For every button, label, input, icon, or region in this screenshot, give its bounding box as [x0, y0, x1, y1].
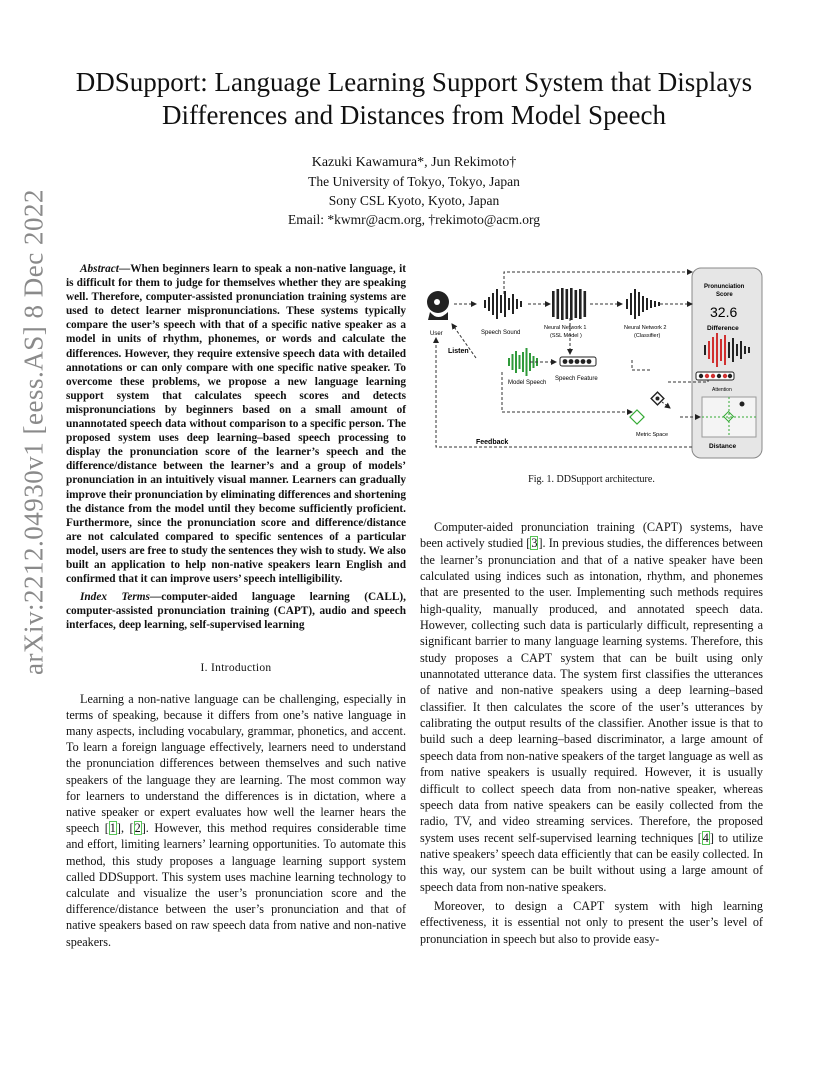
right-text-a: Computer-aided pronunciation training (CAPT) systems, have been actively studied [420, 520, 763, 551]
label-pronunciation: Pronunciation [704, 284, 745, 290]
wave5-bar [708, 341, 710, 359]
wave3-bar [630, 293, 632, 315]
arxiv-id-text: arXiv:2212.04930v1 [eess.AS] 8 Dec 2022 [18, 189, 49, 675]
wave2-bar [584, 291, 587, 317]
label-speech-sound: Speech Sound [481, 330, 521, 336]
wave4-bar [512, 354, 514, 370]
wave3-bar [642, 296, 644, 312]
wave1-bar [504, 291, 506, 317]
intro-text-b: . However, this method requires considerable time and effort, limiting learners’ learning opportunities. To automate this method, this study proposes a language learning support system called DDSupport. This system uses machine learning technology to calculate and visualize the user’s pronunciation score and the difference/distance between the user’s pronunciation and that of native speakers based on raw speech data from native and non-native speakers. [66, 821, 406, 949]
index-terms-label: Index Terms [80, 591, 150, 604]
abstract-label: Abstract [80, 263, 119, 275]
author-block [100, 153, 728, 229]
arxiv-identifier [0, 0, 60, 1072]
metric-space-icon [630, 392, 664, 424]
label-listen: Listen [448, 348, 469, 355]
citation-2-number[interactable]: 2 [134, 821, 141, 836]
pronunciation-score-value: 32.6 [710, 304, 738, 320]
citation-1[interactable]: [1] [104, 821, 121, 836]
intro-paragraph: Learning a non-native language can be challenging, especially in terms of speaking, because it differs from one’s native language in many aspects, including vocabulary, grammar, phonetics, and accent. To learn a foreign language effectively, learners need to understand the pronunciation differences between themselves and such native speakers of the language they are learning. The most common way for learners to understand the differences is in dictation, where a native speaker or expert evaluates how well the learner hears the speech [1], [2]. However, this method requires considerable time and effort, limiting learners’ learning opportunities. To automate this method, this study proposes a language learning support system called DDSupport. This system uses machine learning technology to calculate and visualize the user’s pronunciation score and the difference/distance between the user’s pronunciation and that of native speakers based on raw speech data from native and non-native speakers. [66, 691, 406, 949]
title-line-1: DDSupport: Language Learning Support System that Displays [75, 67, 753, 97]
architecture-diagram [424, 262, 764, 462]
right-column [420, 519, 763, 947]
wave5-bar [712, 337, 714, 363]
wave1-bar [496, 289, 498, 319]
wave4-bar [526, 348, 528, 376]
neural-network-2-bars [626, 289, 660, 319]
wave4-bar [515, 351, 517, 373]
neural-network-1-bars [552, 288, 586, 320]
architecture-figure [424, 262, 764, 462]
wave5-bar [704, 345, 706, 355]
wave1-bar [492, 293, 494, 315]
citation-3-number[interactable]: 3 [531, 536, 538, 551]
wave5-bar [744, 346, 746, 354]
citation-2[interactable]: [2] [129, 821, 146, 836]
label-model-speech: Model Speech [508, 380, 547, 386]
wave3-bar [626, 299, 628, 309]
right-paragraph-1 [420, 519, 763, 895]
title-line-2: Differences and Distances from Model Speech [161, 100, 667, 130]
label-difference: Difference [707, 325, 739, 332]
wave3-bar [658, 302, 660, 306]
wave2-bar [570, 288, 573, 320]
author-names: Kazuki Kawamura*, Jun Rekimoto† [311, 155, 517, 170]
wave1-bar [512, 294, 514, 314]
wave5-bar [724, 335, 726, 365]
label-metric-space: Metric Space [636, 432, 669, 438]
feedback-arrow [436, 338, 692, 447]
citation-4-number[interactable]: 4 [702, 830, 709, 845]
wave2-bar [557, 289, 560, 319]
wave5-bar [720, 339, 722, 361]
label-nn2-line2: (Classifier) [634, 333, 661, 339]
wave1-bar [520, 301, 522, 307]
wave5-bar [736, 344, 738, 356]
wave4-bar [519, 355, 521, 369]
wave5-bar [732, 338, 734, 362]
left-column [66, 262, 406, 950]
label-nn2-line1: Neural Network 2 [624, 325, 667, 331]
wave1-bar [488, 297, 490, 311]
attention-vector [696, 372, 734, 380]
user-icon [427, 291, 449, 320]
label-distance: Distance [709, 443, 737, 450]
citation-4[interactable]: [4] [697, 830, 714, 845]
wave3-bar [654, 301, 656, 307]
wave2-bar [552, 291, 555, 317]
wave5-bar [740, 341, 742, 359]
wave2-bar [575, 290, 578, 318]
wave1-bar [484, 300, 486, 308]
wave3-bar [650, 300, 652, 308]
abstract-text: —When beginners learn to speak a non-native language, it is difficult for them to judge for themselves whether they are speaking well. Therefore, computer-assisted pronunciation training systems are used to detect learner mispronunciations. These systems typically compare the user’s speech with that of a specific native speaker as a model in units of rhythm, phonemes, or words and calculate the differences. However, they require extensive speech data with detailed annotations or can only compare with one specific native speaker. To overcome these problems, we propose a new language learning support system that calculates speech scores and detects mispronunciations by beginners based on a small amount of unannotated speech data without comparison to a specific person. The proposed system uses deep learning–based speech processing to display the pronunciation score of the learner’s speech and the difference/distance between the learner’s and a group of models’ pronunciation in an intuitively visual manner. Learners can gradually improve their pronunciation by eliminating differences and shortening the distance from the model until they become sufficiently proficient. Furthermore, since the pronunciation score and difference/distance are not calculated compared to specific sentences of a particular model, users are free to study the sentences they wish to study. We also built an application to help non-native speakers learn English and confirmed that it can improve users’ speech intelligibility. [66, 263, 406, 586]
wave5-bar [716, 333, 718, 367]
figure-caption: Fig. 1. DDSupport architecture. [528, 474, 655, 485]
label-user: User [430, 331, 443, 337]
right-text-b: . In previous studies, the differences between the learner’s pronunciation and that of a native speaker have been calculated using indices such as intonation, rhythm, and phonemes that are presented to the user. Implementing such methods requires high-quality, manually produced, and annotated speech data. However, collecting such data is particularly difficult, representing a significant barrier to many language learning systems. Therefore, this study proposes a CAPT system that can be built using only unannotated utterance data. The system first classifies the utterances of native and non-native speakers using a deep learning–based classifier. It then calculates the score of the user’s utterances by calibrating the output results of the classifier. Another issue is that to build such a deep learning–based discriminator, a large amount of speech data from non-native speakers of the target language as well as from native speakers is usually required. However, it is usually difficult to collect speech data from non-native speaker, whereas speech data from native speakers can be easily collected from the radio, TV, and video streaming services. Therefore, the proposed system uses recent self-supervised learning techniques [420, 536, 763, 845]
right-text-c: to utilize native speakers’ speech data efficiently that can be easily collected. In this way, our system can be built without using a large amount of speech data from non-native speakers. [420, 830, 763, 894]
index-terms [66, 590, 406, 632]
index-terms-text: —computer-aided language learning (CALL), computer-assisted pronunciation training (CAPT), audio and speech interfaces, deep learning, self-supervised learning [66, 591, 406, 632]
wave1-bar [516, 299, 518, 309]
label-attention: Attention [712, 387, 732, 393]
speech-sound-waveform [484, 289, 522, 319]
wave4-bar [508, 358, 510, 366]
author-email: Email: *kwmr@acm.org, †rekimoto@acm.org [288, 212, 540, 227]
wave3-bar [634, 289, 636, 319]
section-heading-introduction: I. Introduction [200, 662, 272, 675]
citation-3[interactable]: [3] [526, 536, 543, 551]
wave2-bar [579, 289, 582, 319]
wave2-bar [566, 289, 569, 319]
distance-grid [702, 397, 756, 437]
wave3-bar [646, 298, 648, 310]
affiliation-1: The University of Tokyo, Tokyo, Japan [308, 174, 520, 189]
wave2-bar [561, 288, 564, 320]
intro-text-a: Learning a non-native language can be challenging, especially in terms of speaking, because it differs from one’s native language in many aspects, including vocabulary, grammar, phonetics, and accent. To learn a foreign language effectively, learners need to understand the pronunciation differences between themselves and such native speakers of the language they are learning. The most common way for learners to understand the differences is in dictation, where a native speaker or expert evaluates how well the learner hears the speech [66, 691, 406, 836]
label-speech-feature: Speech Feature [555, 376, 598, 382]
label-nn1-line2: (SSL Model ) [550, 333, 582, 339]
wave3-bar [638, 292, 640, 316]
top-arrow [504, 272, 692, 294]
wave1-bar [508, 298, 510, 310]
wave5-bar [748, 347, 750, 353]
right-paragraph-2: Moreover, to design a CAPT system with high learning effectiveness, it is essential not only to present the user’s level of pronunciation in speech but also to provide easy- [420, 898, 763, 946]
model-speech-waveform [508, 348, 538, 376]
wave5-bar [728, 342, 730, 358]
affiliation-2: Sony CSL Kyoto, Kyoto, Japan [328, 193, 500, 208]
label-feedback: Feedback [476, 439, 509, 446]
paper-title [60, 66, 768, 132]
label-score: Score [716, 292, 733, 298]
label-nn1-line1: Neural Network 1 [544, 325, 587, 331]
wave1-bar [500, 295, 502, 313]
speech-feature-vector [560, 357, 596, 366]
abstract [66, 262, 406, 586]
citation-1-number[interactable]: 1 [109, 821, 116, 836]
wave4-bar [522, 352, 524, 372]
